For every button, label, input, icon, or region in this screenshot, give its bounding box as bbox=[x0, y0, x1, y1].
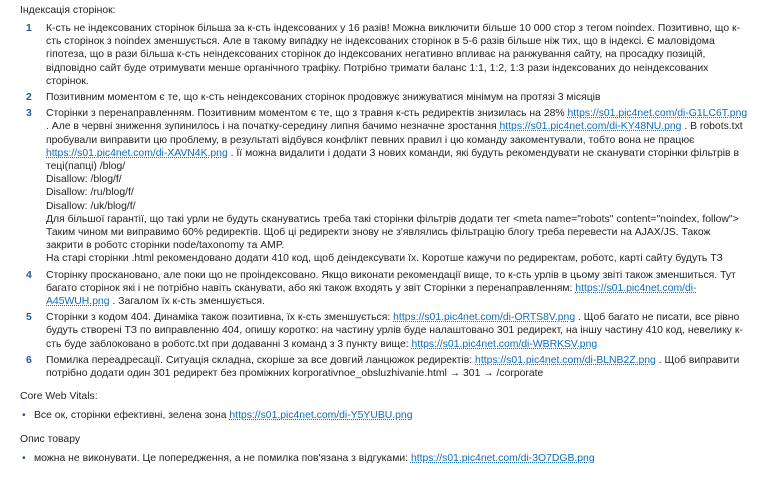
list-item-text: Все ок, сторінки ефективні, зелена зона bbox=[34, 410, 230, 422]
product-description-list bbox=[20, 452, 748, 466]
screenshot-link[interactable]: https://s01.pic4net.com/di-XAVN4K.png bbox=[46, 147, 228, 159]
list-item-text: . Щоб виправити потрібно додати один 301 редирект без проміжних korporativnoe_obsluzhivanie.html → 301 → /corporate bbox=[46, 354, 740, 380]
screenshot-link[interactable]: https://s01.pic4net.com/di-WBRKSV.png bbox=[411, 338, 598, 350]
bullet-icon: • bbox=[22, 453, 26, 465]
core-web-vitals-heading: Core Web Vitals: bbox=[20, 391, 98, 403]
indexation-list bbox=[20, 22, 748, 380]
list-item-text: . Її можна видалити і додати 3 нових команди, які будуть рекомендувати не сканувати сторінки фільтрів в теці(папці) /blog/ bbox=[46, 147, 739, 173]
list-item-text: . Загалом їх к-сть зменшується. bbox=[109, 296, 265, 308]
screenshot-link[interactable]: https://s01.pic4net.com/di-3O7DGB.png bbox=[410, 453, 595, 465]
list-item-4 bbox=[20, 269, 748, 309]
list-item-text: можна не виконувати. Це попередження, а не помилка пов'язана з відгуками: bbox=[34, 453, 411, 465]
screenshot-link[interactable]: https://s01.pic4net.com/di-Y5YUBU.png bbox=[229, 410, 413, 422]
disallow-rule: Disallow: /ru/blog/f/ bbox=[46, 187, 134, 199]
screenshot-link[interactable]: https://s01.pic4net.com/di-BLNB2Z.png bbox=[475, 354, 656, 366]
list-item-5 bbox=[20, 311, 748, 351]
paragraph-text: Для більшої гарантії, що такі урли не будуть скануватись треба такі сторінки фільтрів додати тег <meta name="robots" content="noindex, follow"> bbox=[46, 213, 739, 225]
paragraph-text: Таким чином ми виправимо 60% редиректів. Щоб ці редиректи знову не з'являлись фільтрацію блогу треба перевести на AJAX/JS. Також закрити в роботс сторінки node/taxonomy та AMP. bbox=[46, 227, 711, 252]
list-item-text: . Але в червні зниження зупинилось і на початку-середину липня бачимо незначне зростання bbox=[46, 121, 500, 133]
list-item-text: Помилка переадресації. Ситуація складна, скоріше за все довгий ланцюжок редиректів: bbox=[46, 354, 476, 366]
list-item-3 bbox=[20, 107, 748, 265]
list-item-text: Сторінку проскановано, але поки що не проіндексовано. Якщо виконати рекомендації вище, то к-сть урлів в цьому звіті також зменшиться. Тут багато сторінок які і не потрібно навіть сканувати, або які також входять у звіт Сторінки з перенаправленням: bbox=[46, 269, 736, 294]
screenshot-link[interactable]: https://s01.pic4net.com/di-G1LC6T.png bbox=[567, 108, 748, 120]
list-item-text: Сторінки з перенаправленням. Позитивним моментом є те, що з травня к-сть редиректів знизилась на 28% bbox=[46, 108, 568, 120]
list-item bbox=[20, 409, 748, 423]
list-item-text: Сторінки з кодом 404. Динаміка також позитивна, їх к-сть зменшується: bbox=[46, 312, 394, 324]
bullet-icon: • bbox=[22, 410, 26, 422]
list-item-text: Позитивним моментом є те, що к-сть неіндексованих сторінок продовжує знижуватися мінімум на протязі 3 місяців bbox=[46, 92, 601, 104]
list-number: 3 bbox=[26, 108, 32, 120]
core-web-vitals-section bbox=[20, 390, 748, 423]
disallow-rule: Disallow: /blog/f/ bbox=[46, 174, 122, 186]
list-item-text: К-сть не індексованих сторінок більша за к-сть індексованих у 16 разів! Можна виключити більше 10 000 стор з тегом noindex. Позитивно, що к-сть сторінок з noindex зменшується. Але в такому випадку не індексованих сторінок в 5-6 разів більше ніж тих, що в індексі. Є маловідома гіпотеза, що в рази більша к-сть неіндексованих сторінок до індексованих негативно впливає на ранжування сайту, на просадку позицій, відповідно сайт буде отримувати менше органічного трафіку. Потрібно тримати баланс 1:1, 1:2, 1:3 рази індексованих до неіндексованих сторінок. bbox=[46, 23, 741, 87]
disallow-rule: Disallow: /uk/blog/f/ bbox=[46, 200, 136, 212]
list-item-1 bbox=[20, 22, 748, 88]
core-web-vitals-list bbox=[20, 409, 748, 423]
product-description-section bbox=[20, 433, 748, 466]
list-item-6 bbox=[20, 354, 748, 380]
indexation-heading: Індексація сторінок: bbox=[20, 5, 116, 16]
list-number: 5 bbox=[26, 312, 32, 324]
screenshot-link[interactable]: https://s01.pic4net.com/di-A45WUH.png bbox=[46, 282, 697, 308]
paragraph-text: На старі сторінки .html рекомендовано додати 410 код, щоб деіндексувати їх. Коротше кажучи по редиректам, роботс, карті сайту будуть ТЗ bbox=[46, 253, 723, 265]
product-description-heading: Опис товару bbox=[20, 434, 81, 446]
list-item bbox=[20, 452, 748, 466]
list-number: 2 bbox=[26, 92, 32, 104]
screenshot-link[interactable]: https://s01.pic4net.com/di-ORTS8V.png bbox=[393, 312, 576, 324]
list-number: 6 bbox=[26, 354, 32, 366]
list-number: 4 bbox=[26, 269, 32, 281]
list-item-text: . В robots.txt пробували виправити цю проблему, в результаті відбувся конфлікт певних правил і цю команду закоментували, тобто вона не працює bbox=[46, 121, 743, 146]
list-item-text: . Щоб багато не писати, все рівно будуть створені ТЗ по виправленню 404, опишу коротко: на частину урлів буде налаштовано 301 редирект, на іншу частину 410 код, невелику к-сть буде заблоковано в роботс.txt при додаванні 3 команд з 3 пункту вище: bbox=[46, 312, 743, 350]
list-number: 1 bbox=[26, 23, 32, 34]
list-item-2 bbox=[20, 91, 748, 104]
screenshot-link[interactable]: https://s01.pic4net.com/di-KY48NU.png bbox=[499, 121, 682, 133]
